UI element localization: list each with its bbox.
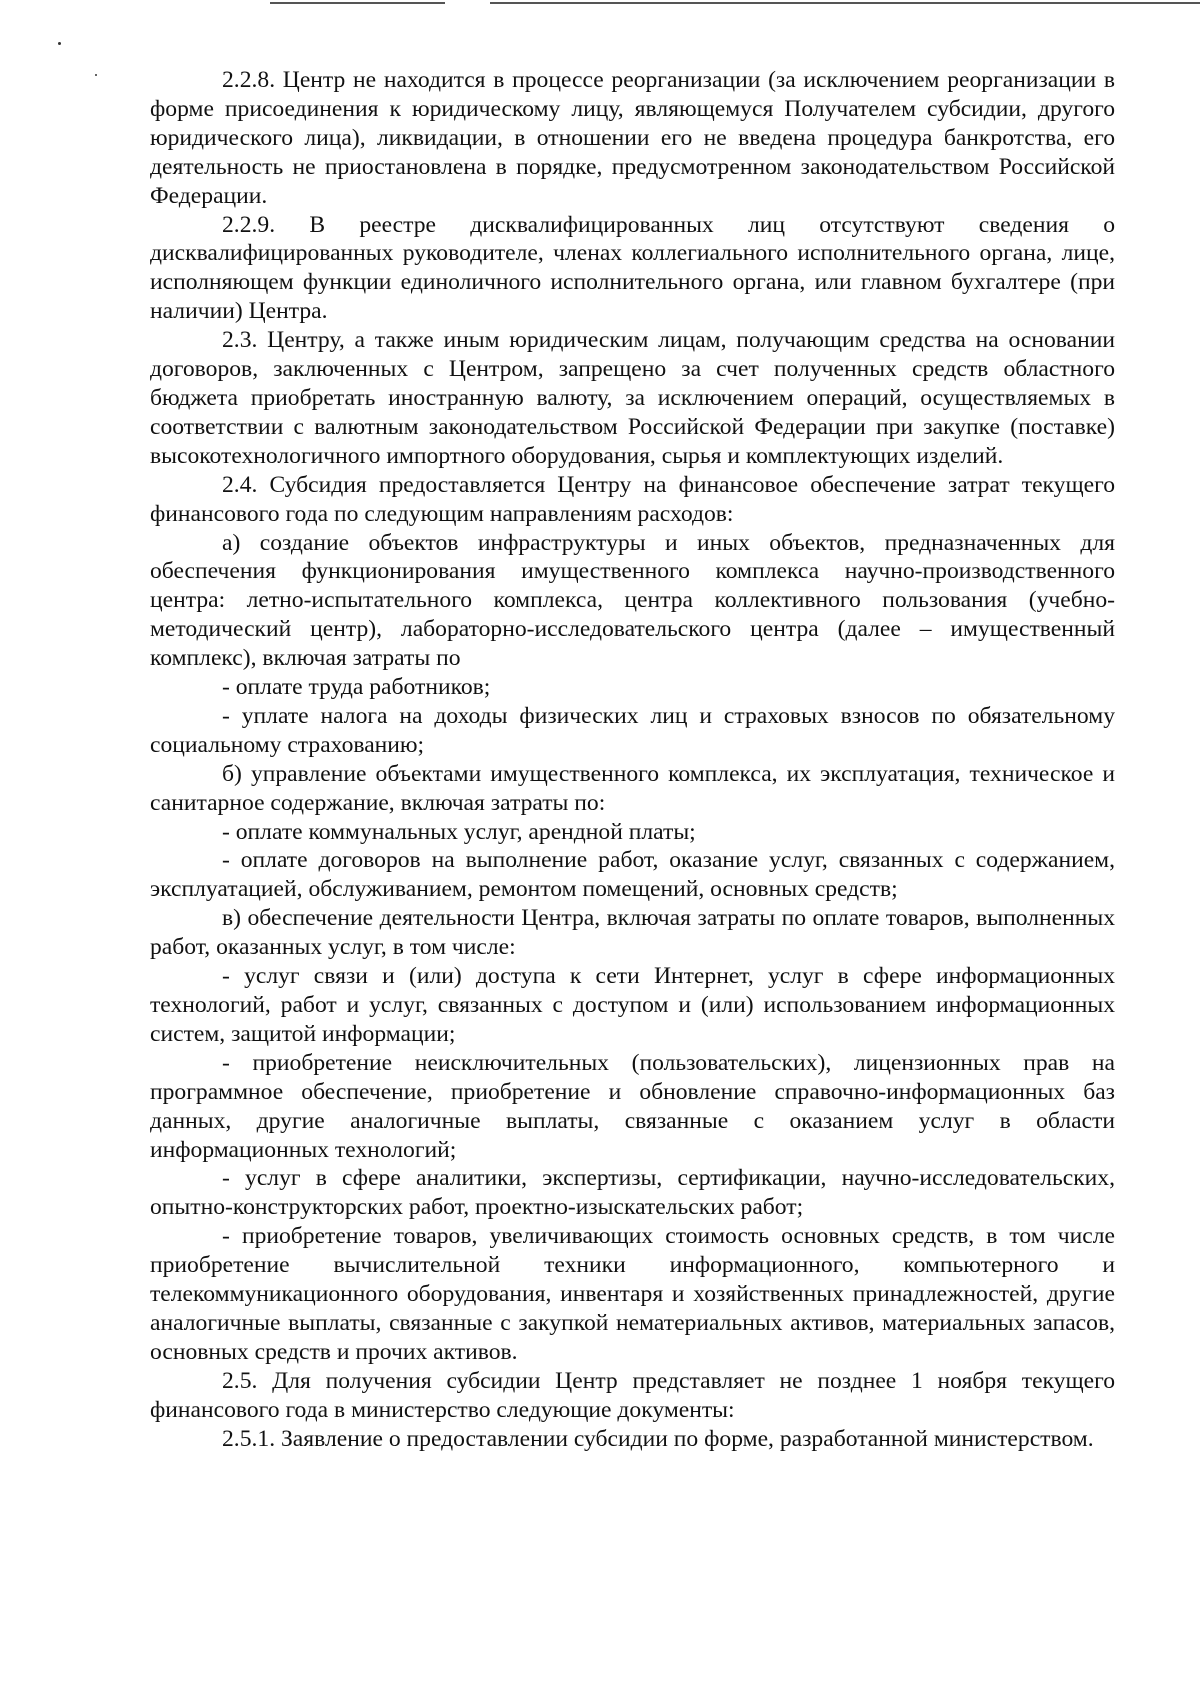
paragraph-2-4-v: в) обеспечение деятельности Центра, включая затраты по оплате товаров, выполненных работ, оказанных услуг, в том числе: xyxy=(150,905,1115,961)
paragraph-2-4-a: а) создание объектов инфраструктуры и иных объектов, предназначенных для обеспечения функционирования имущественного комплекса научно-производственного центра: летно-испытательного комплекса, центра коллективного пользования (учебно-методический центр), лабораторно-исследовательского центра (далее – имущественный комплекс), включая затраты по xyxy=(150,529,1115,672)
paragraph-2-2-8: 2.2.8. Центр не находится в процессе реорганизации (за исключением реорганизации в форме присоединения к юридическому лицу, являющемуся Получателем субсидии, другого юридического лица), ликвидации, в отношении его не введена процедура банкротства, его деятельность не приостановлена в порядке, предусмотренном законодательством Российской Федерации. xyxy=(150,67,1115,209)
scan-speck xyxy=(58,42,61,45)
paragraph-2-5: 2.5. Для получения субсидии Центр представляет не позднее 1 ноября текущего финансового года в министерство следующие документы: xyxy=(150,1367,1115,1423)
list-item: - приобретение товаров, увеличивающих стоимость основных средств, в том числе приобретение вычислительной техники информационного, компьютерного и телекоммуникационного оборудования, инвентаря и хозяйственных принадлежностей, другие аналогичные выплаты, связанные с закупкой нематериальных активов, материальных запасов, основных средств и прочих активов. xyxy=(150,1223,1115,1365)
list-item: - услуг связи и (или) доступа к сети Интернет, услуг в сфере информационных технологий, работ и услуг, связанных с доступом и (или) использованием информационных систем, защитой информации; xyxy=(150,963,1115,1047)
scan-speck xyxy=(95,74,97,76)
paragraph-2-4: 2.4. Субсидия предоставляется Центру на финансовое обеспечение затрат текущего финансового года по следующим направлениям расходов: xyxy=(150,471,1115,527)
scan-top-edge-right xyxy=(490,2,1200,4)
paragraph-2-3: 2.3. Центру, а также иным юридическим лицам, получающим средства на основании договоров, заключенных с Центром, запрещено за счет полученных средств областного бюджета приобретать иностранную валюту, за исключением операций, осуществляемых в соответствии с валютным законодательством Российской Федерации при закупке (поставке) высокотехнологичного импортного оборудования, сырья и комплектующих изделий. xyxy=(150,327,1115,469)
document-body xyxy=(150,66,1115,1454)
paragraph-2-5-1: 2.5.1. Заявление о предоставлении субсидии по форме, разработанной министерством. xyxy=(222,1425,1094,1452)
list-item: - приобретение неисключительных (пользовательских), лицензионных прав на программное обеспечение, приобретение и обновление справочно-информационных баз данных, другие аналогичные выплаты, связанные с оказанием услуг в области информационных технологий; xyxy=(150,1049,1115,1163)
scan-top-edge-left xyxy=(270,2,445,4)
list-item: - оплате договоров на выполнение работ, оказание услуг, связанных с содержанием, эксплуатацией, обслуживанием, ремонтом помещений, основных средств; xyxy=(150,847,1115,903)
paragraph-2-4-b: б) управление объектами имущественного комплекса, их эксплуатация, техническое и санитарное содержание, включая затраты по: xyxy=(150,760,1115,816)
list-item: - уплате налога на доходы физических лиц и страховых взносов по обязательному социальному страхованию; xyxy=(150,702,1115,758)
paragraph-2-2-9: 2.2.9. В реестре дисквалифицированных лиц отсутствуют сведения о дисквалифицированных руководителе, членах коллегиального исполнительного органа, лице, исполняющем функции единоличного исполнительного органа, или главном бухгалтере (при наличии) Центра. xyxy=(150,211,1115,325)
list-item: - оплате коммунальных услуг, арендной платы; xyxy=(222,818,696,845)
list-item: - услуг в сфере аналитики, экспертизы, сертификации, научно-исследовательских, опытно-конструкторских работ, проектно-изыскательских работ; xyxy=(150,1165,1115,1221)
list-item: - оплате труда работников; xyxy=(222,674,491,701)
